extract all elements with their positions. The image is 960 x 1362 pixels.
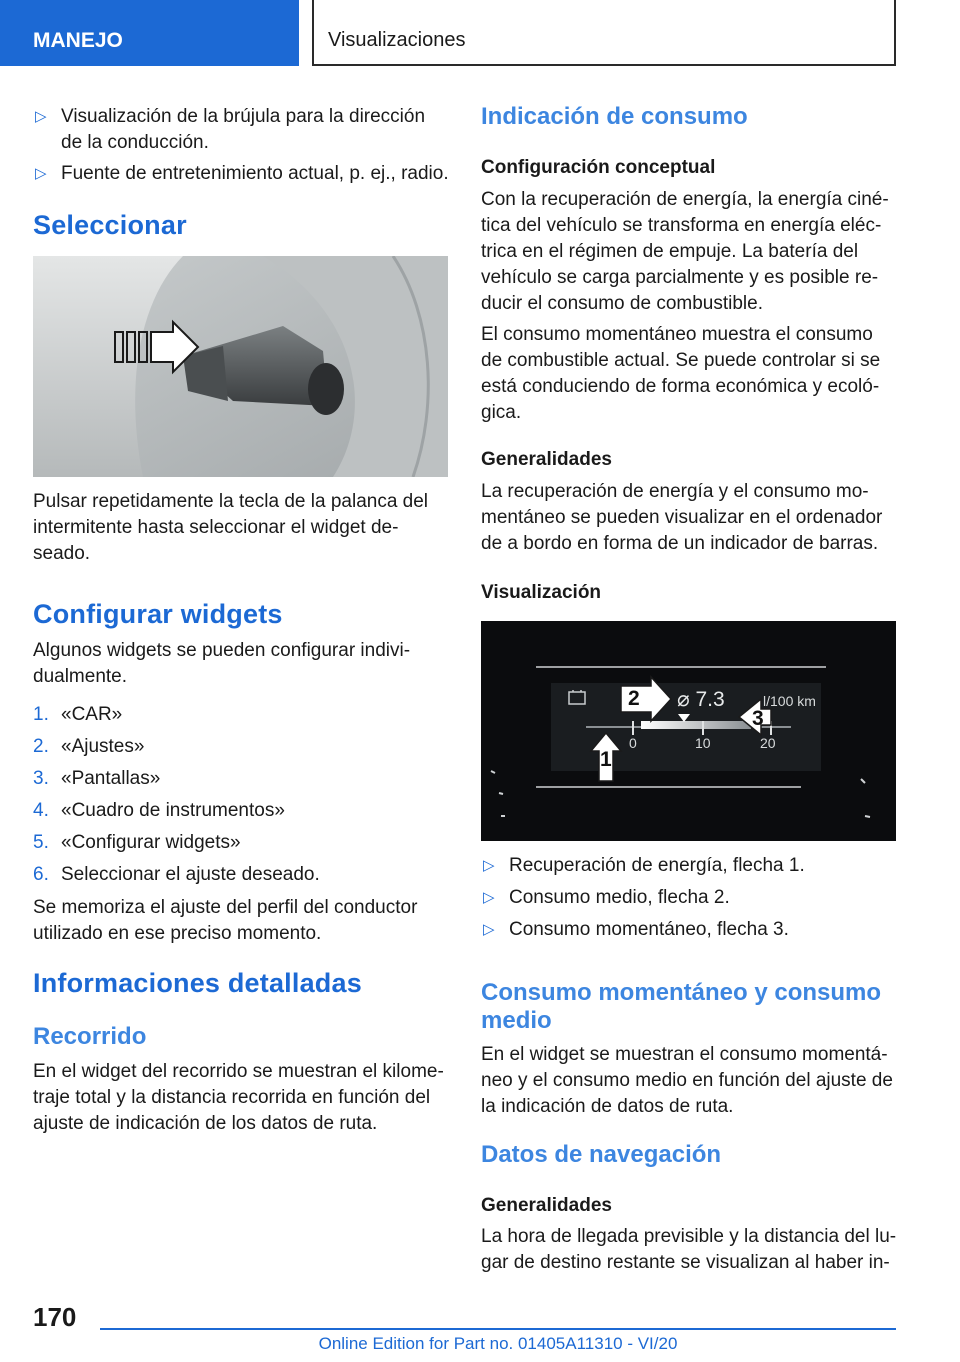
- scale-tick-label: 0: [629, 735, 637, 751]
- step-number: 5.: [33, 832, 49, 853]
- turn-signal-lever-figure: [33, 256, 448, 477]
- consumption-unit: l/100 km: [763, 693, 816, 709]
- step-number: 2.: [33, 736, 49, 757]
- list-item: [33, 862, 320, 888]
- arrow-label: 3: [752, 707, 764, 730]
- paragraph: Con la recuperación de energía, la energía cinética del vehículo se transforma en energía eléctrica en el régimen de empuje. La batería del vehículo se carga parcialmente y es posible reducir el consumo de combustible.: [481, 189, 889, 314]
- step-number: 4.: [33, 800, 49, 821]
- subheading-visualizacion: Visualización: [481, 582, 602, 603]
- subheading-recorrido: Recorrido: [33, 1023, 147, 1050]
- triangle-bullet-icon: ▷: [483, 889, 495, 906]
- list-item: [33, 766, 160, 792]
- arrow-label: 1: [600, 748, 612, 771]
- arrow-label: 2: [628, 687, 640, 710]
- heading-indicacion-consumo: Indicación de consumo: [481, 103, 748, 130]
- edition-note: Online Edition for Part no. 01405A11310 - VI/20: [318, 1334, 678, 1353]
- heading-seleccionar: Seleccionar: [33, 210, 187, 240]
- list-item: [33, 104, 449, 156]
- step-text: «Cuadro de instrumentos»: [61, 800, 285, 821]
- subheading-configuracion: Configuración conceptual: [481, 157, 716, 178]
- list-item-text: Recuperación de energía, flecha 1.: [509, 855, 805, 876]
- list-item-text: Consumo medio, flecha 2.: [509, 887, 730, 908]
- page-number: 170: [33, 1302, 77, 1332]
- scale-tick-label: 20: [760, 735, 776, 751]
- list-item: [481, 885, 897, 911]
- triangle-bullet-icon: ▷: [35, 165, 47, 182]
- step-number: 6.: [33, 864, 49, 885]
- heading-datos-navegacion: Datos de navegación: [481, 1141, 722, 1168]
- heading-configurar-widgets: Configurar widgets: [33, 599, 283, 629]
- heading-consumo-momentaneo: Consumo momentáneo y consumo medio: [481, 979, 882, 1034]
- list-item: [33, 702, 122, 728]
- paragraph: La recuperación de energía y el consumo momentáneo se pueden visualizar en el ordenador de a bordo en forma de un indicador de barras.: [481, 481, 883, 554]
- subheading-generalidades: Generalidades: [481, 449, 612, 470]
- paragraph: Se memoriza el ajuste del perfil del conductor utilizado en ese preciso momento.: [33, 897, 418, 944]
- list-item-text: Consumo momentáneo, flecha 3.: [509, 919, 789, 940]
- paragraph: En el widget del recorrido se muestran el kilometraje total y la distancia recorrida en función del ajuste de indicación de los datos de ruta.: [33, 1061, 444, 1134]
- consumption-display-figure: [481, 621, 896, 841]
- step-text: «Pantallas»: [61, 768, 161, 789]
- list-item: [33, 734, 144, 760]
- step-text: «Configurar widgets»: [61, 832, 241, 853]
- list-item: [33, 830, 241, 856]
- step-text: «CAR»: [61, 704, 123, 725]
- subheading-generalidades: Generalidades: [481, 1195, 612, 1216]
- list-item-text: Visualización de la brújula para la dirección de la conducción.: [61, 106, 426, 153]
- triangle-bullet-icon: ▷: [35, 108, 47, 125]
- step-text: Seleccionar el ajuste deseado.: [61, 864, 320, 885]
- triangle-bullet-icon: ▷: [483, 921, 495, 938]
- chapter-title: Visualizaciones: [312, 0, 896, 66]
- list-item: [481, 853, 897, 879]
- step-number: 3.: [33, 768, 49, 789]
- list-item: [481, 917, 897, 943]
- footer-divider: [100, 1328, 896, 1330]
- paragraph: La hora de llegada previsible y la distancia del lugar de destino restante se visualizan al haber in-: [481, 1226, 897, 1273]
- triangle-bullet-icon: ▷: [483, 857, 495, 874]
- list-item-text: Fuente de entretenimiento actual, p. ej., radio.: [61, 163, 449, 184]
- paragraph: En el widget se muestran el consumo momentáneo y el consumo medio en función del ajuste de la indicación de datos de ruta.: [481, 1044, 893, 1117]
- step-number: 1.: [33, 704, 49, 725]
- scale-tick-label: 10: [695, 735, 711, 751]
- section-tab: MANEJO: [0, 0, 299, 66]
- list-item: [33, 161, 449, 187]
- step-text: «Ajustes»: [61, 736, 145, 757]
- paragraph: El consumo momentáneo muestra el consumo de combustible actual. Se puede controlar si se está conduciendo de forma económica y ecológica.: [481, 324, 881, 423]
- average-consumption-value: ⌀ 7.3: [677, 688, 725, 711]
- heading-informaciones-detalladas: Informaciones detalladas: [33, 968, 362, 998]
- paragraph: Algunos widgets se pueden configurar individualmente.: [33, 640, 411, 687]
- list-item: [33, 798, 285, 824]
- paragraph: Pulsar repetidamente la tecla de la palanca del intermitente hasta seleccionar el widget deseado.: [33, 491, 429, 564]
